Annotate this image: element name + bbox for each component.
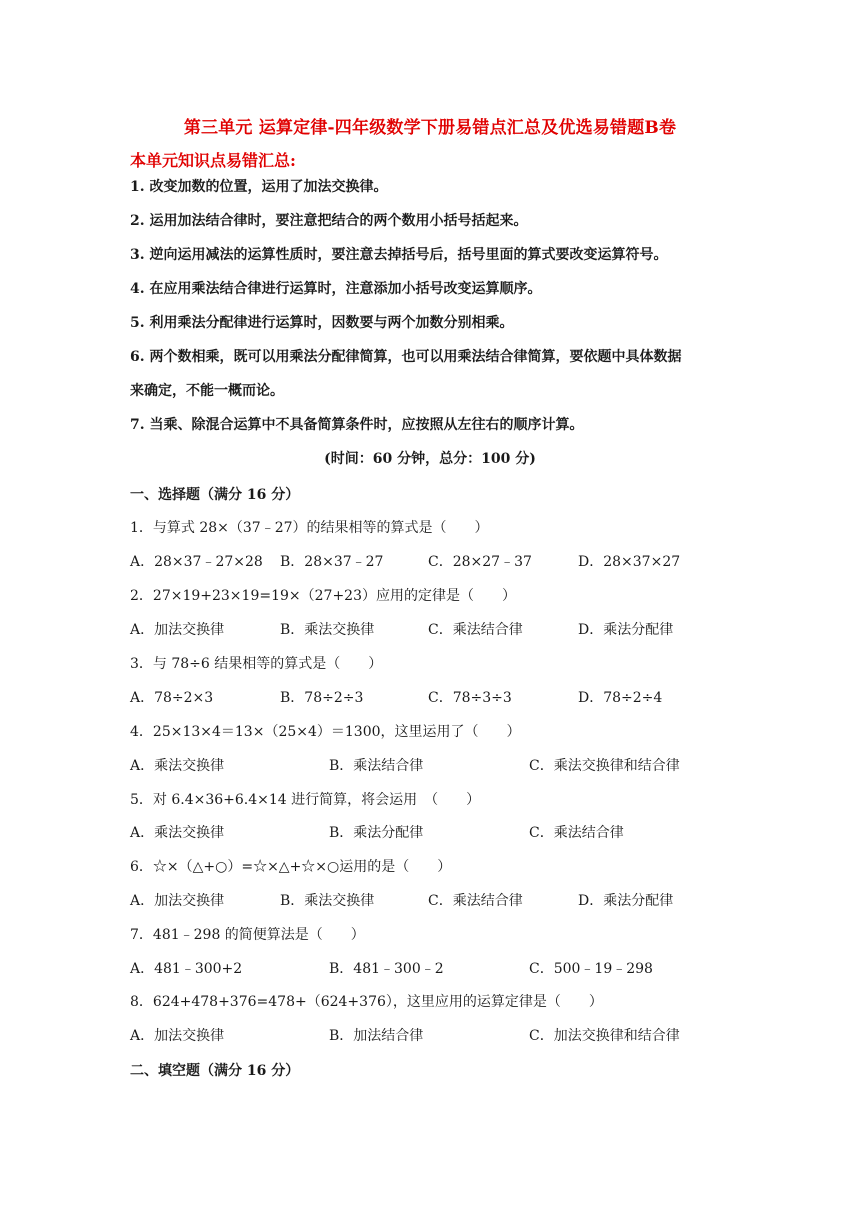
- option-a: A．乘法交换律: [130, 758, 225, 774]
- question-3: 3．与 78÷6 结果相等的算式是（ ）: [130, 656, 383, 672]
- option-a: A．加法交换律: [130, 622, 225, 638]
- option-a: A．78÷2×3: [130, 690, 214, 706]
- point-number: 5.: [130, 315, 145, 331]
- point-1: [130, 170, 750, 204]
- point-3: [130, 238, 750, 272]
- option-c: C．500﹣19﹣298: [529, 961, 653, 977]
- point-number: 6.: [130, 349, 145, 365]
- option-b: B．28×37﹣27: [280, 554, 384, 570]
- section-heading-choice: 一、选择题（满分 16 分）: [130, 487, 300, 503]
- option-c: C．28×27﹣37: [428, 554, 532, 570]
- section-heading-fill-blank: 二、填空题（满分 16 分）: [130, 1063, 300, 1079]
- option-b: B．乘法交换律: [280, 893, 375, 909]
- document-title: 第三单元 运算定律-四年级数学下册易错点汇总及优选易错题B卷: [183, 118, 677, 138]
- option-a: A．加法交换律: [130, 1028, 225, 1044]
- option-d: D．28×37×27: [578, 554, 681, 570]
- point-number: 2.: [130, 213, 145, 229]
- time-info: (时间：60 分钟，总分：100 分): [324, 451, 536, 467]
- option-d: D．78÷2÷4: [578, 690, 663, 706]
- point-2: [130, 204, 750, 238]
- option-c: C．乘法结合律: [529, 825, 624, 841]
- option-c: C．78÷3÷3: [428, 690, 512, 706]
- question-6: 6．☆×（△+○）=☆×△+☆×○运用的是（ ）: [130, 859, 452, 875]
- summary-heading: 本单元知识点易错汇总:: [130, 151, 296, 170]
- option-b: B．加法结合律: [329, 1028, 424, 1044]
- option-b: B．乘法结合律: [329, 758, 424, 774]
- option-c: C．乘法结合律: [428, 622, 523, 638]
- point-text: 两个数相乘，既可以用乘法分配律简算，也可以用乘法结合律简算，要依题中具体数据: [149, 349, 682, 365]
- option-a: A．481﹣300+2: [130, 961, 243, 977]
- option-c: C．加法交换律和结合律: [529, 1028, 680, 1044]
- point-text: 在应用乘法结合律进行运算时，注意添加小括号改变运算顺序。: [149, 281, 542, 297]
- point-text: 来确定，不能一概而论。: [130, 383, 284, 399]
- question-7: 7．481﹣298 的简便算法是（ ）: [130, 927, 365, 943]
- question-7-options: [130, 958, 770, 978]
- point-text: 利用乘法分配律进行运算时，因数要与两个加数分别相乘。: [149, 315, 514, 331]
- question-8: 8．624+478+376=478+（624+376），这里应用的运算定律是（ ）: [130, 994, 603, 1010]
- point-number: 7.: [130, 417, 145, 433]
- point-5: [130, 306, 750, 340]
- option-c: C．乘法交换律和结合律: [529, 758, 680, 774]
- option-c: C．乘法结合律: [428, 893, 523, 909]
- point-text: 改变加数的位置，运用了加法交换律。: [149, 179, 388, 195]
- option-b: B．481﹣300﹣2: [329, 961, 444, 977]
- option-b: B．乘法分配律: [329, 825, 424, 841]
- option-d: D．乘法分配律: [578, 622, 674, 638]
- question-5: 5．对 6.4×36+6.4×14 进行简算，将会运用 （ ）: [130, 792, 481, 808]
- option-a: A．乘法交换律: [130, 825, 225, 841]
- point-number: 1.: [130, 179, 145, 195]
- point-text: 当乘、除混合运算中不具备简算条件时，应按照从左往右的顺序计算。: [149, 417, 584, 433]
- question-1-options: [130, 551, 770, 571]
- point-4: [130, 272, 750, 306]
- point-6: [130, 340, 750, 374]
- option-a: A．28×37﹣27×28: [130, 554, 263, 570]
- question-8-options: [130, 1025, 770, 1045]
- question-4: 4．25×13×4＝13×（25×4）＝1300，这里运用了（ ）: [130, 724, 521, 740]
- point-number: 4.: [130, 281, 145, 297]
- question-4-options: [130, 755, 770, 775]
- point-text: 逆向运用减法的运算性质时，要注意去掉括号后，括号里面的算式要改变运算符号。: [149, 247, 668, 263]
- point-text: 运用加法结合律时，要注意把结合的两个数用小括号括起来。: [149, 213, 528, 229]
- point-6-continuation: [130, 374, 750, 408]
- question-6-options: [130, 890, 770, 910]
- option-a: A．加法交换律: [130, 893, 225, 909]
- point-number: 3.: [130, 247, 145, 263]
- question-2-options: [130, 619, 770, 639]
- question-1: 1．与算式 28×（37﹣27）的结果相等的算式是（ ）: [130, 520, 489, 536]
- option-b: B．78÷2÷3: [280, 690, 364, 706]
- point-7: [130, 408, 750, 442]
- question-5-options: [130, 822, 770, 842]
- option-d: D．乘法分配律: [578, 893, 674, 909]
- question-3-options: [130, 687, 770, 707]
- question-2: 2．27×19+23×19=19×（27+23）应用的定律是（ ）: [130, 588, 516, 604]
- option-b: B．乘法交换律: [280, 622, 375, 638]
